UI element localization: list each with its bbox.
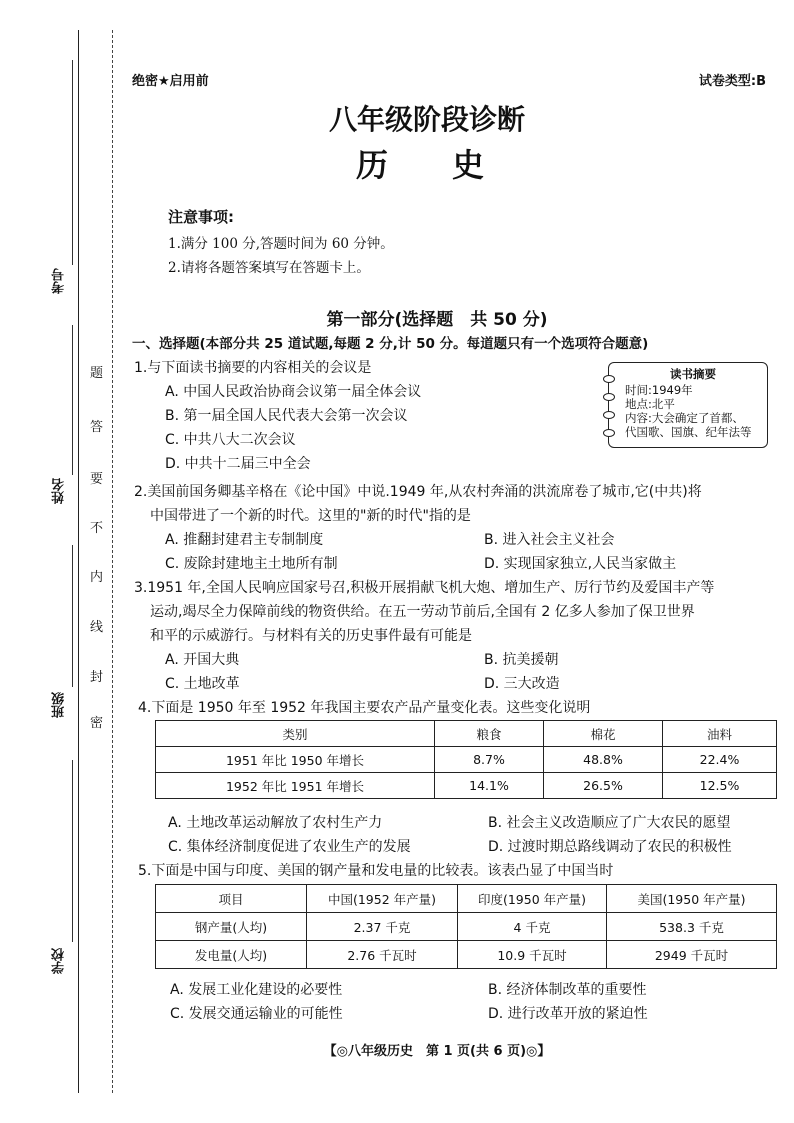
option-d[interactable]: D. 中共十二届三中全会 bbox=[165, 456, 311, 472]
table-cell: 钢产量(人均) bbox=[156, 913, 307, 941]
part-title: 第一部分(选择题 共 50 分) bbox=[326, 310, 548, 330]
table-header: 粮食 bbox=[435, 721, 544, 747]
notice-item: 1.满分 100 分,答题时间为 60 分钟。 bbox=[168, 236, 394, 252]
section-instructions: 一、选择题(本部分共 25 道试题,每题 2 分,计 50 分。每道题只有一个选项符合题意) bbox=[132, 336, 649, 352]
table-cell: 4 千克 bbox=[458, 913, 607, 941]
table-header: 项目 bbox=[156, 885, 307, 913]
option-c[interactable]: C. 中共八大二次会议 bbox=[165, 432, 296, 448]
seal-char: 封 bbox=[90, 670, 104, 685]
name-label: 姓名 bbox=[52, 478, 67, 504]
ring-icon bbox=[603, 429, 615, 437]
exam-title: 八年级阶段诊断 bbox=[328, 103, 525, 136]
ring-icon bbox=[603, 411, 615, 419]
ring-icon bbox=[603, 375, 615, 383]
question-stem: 1.与下面读书摘要的内容相关的会议是 bbox=[134, 360, 372, 376]
reading-note-card bbox=[608, 362, 768, 448]
seal-char: 要 bbox=[90, 472, 104, 487]
notice-item: 2.请将各题答案填写在答题卡上。 bbox=[168, 260, 370, 276]
table-row bbox=[156, 913, 777, 941]
option-b[interactable]: B. 社会主义改造顺应了广大农民的愿望 bbox=[488, 815, 731, 831]
seal-char: 内 bbox=[90, 570, 104, 585]
ring-icon bbox=[603, 393, 615, 401]
option-a[interactable]: A. 中国人民政治协商会议第一届全体会议 bbox=[165, 384, 422, 400]
table-cell: 发电量(人均) bbox=[156, 941, 307, 969]
table-cell: 8.7% bbox=[435, 747, 544, 773]
table-header: 美国(1950 年产量) bbox=[607, 885, 777, 913]
table-header: 棉花 bbox=[544, 721, 663, 747]
option-b[interactable]: B. 抗美援朝 bbox=[484, 652, 559, 668]
table-cell: 1952 年比 1951 年增长 bbox=[156, 773, 435, 799]
option-b[interactable]: B. 第一届全国人民代表大会第一次会议 bbox=[165, 408, 408, 424]
option-b[interactable]: B. 经济体制改革的重要性 bbox=[488, 982, 647, 998]
table-cell: 26.5% bbox=[544, 773, 663, 799]
question-stem: 2.美国前国务卿基辛格在《论中国》中说.1949 年,从农村奔涌的洪流席卷了城市,它(中共)将 bbox=[134, 484, 702, 500]
note-time: 时间:1949年 bbox=[625, 383, 693, 397]
table-cell: 2.37 千克 bbox=[307, 913, 458, 941]
table-cell: 10.9 千瓦时 bbox=[458, 941, 607, 969]
seal-char: 题 bbox=[90, 366, 104, 381]
table-header: 油料 bbox=[663, 721, 777, 747]
confidential-label: 绝密★启用前 bbox=[132, 74, 209, 89]
seal-char: 线 bbox=[90, 620, 104, 635]
option-c[interactable]: C. 发展交通运输业的可能性 bbox=[170, 1006, 343, 1022]
page-footer: 【◎八年级历史 第 1 页(共 6 页)◎】 bbox=[323, 1044, 551, 1059]
option-d[interactable]: D. 实现国家独立,人民当家做主 bbox=[484, 556, 677, 572]
option-a[interactable]: A. 发展工业化建设的必要性 bbox=[170, 982, 343, 998]
option-d[interactable]: D. 进行改革开放的紧迫性 bbox=[488, 1006, 648, 1022]
option-c[interactable]: C. 废除封建地主土地所有制 bbox=[165, 556, 338, 572]
table-row bbox=[156, 773, 777, 799]
name-field[interactable] bbox=[72, 325, 73, 475]
table-cell: 1951 年比 1950 年增长 bbox=[156, 747, 435, 773]
agri-output-table bbox=[155, 720, 777, 799]
table-row bbox=[156, 747, 777, 773]
school-label: 学校 bbox=[52, 948, 67, 974]
option-d[interactable]: D. 三大改造 bbox=[484, 676, 560, 692]
question-stem: 中国带进了一个新的时代。这里的"新的时代"指的是 bbox=[150, 508, 471, 524]
option-a[interactable]: A. 开国大典 bbox=[165, 652, 240, 668]
paper-type-label: 试卷类型:B bbox=[698, 74, 766, 89]
question-stem: 3.1951 年,全国人民响应国家号召,积极开展捐献飞机大炮、增加生产、厉行节约及爱国丰产等 bbox=[134, 580, 715, 596]
table-cell: 538.3 千克 bbox=[607, 913, 777, 941]
exam-number-label: 考号 bbox=[52, 268, 67, 294]
seal-char: 不 bbox=[90, 521, 104, 536]
note-content: 内容:大会确定了首都、 bbox=[625, 411, 744, 425]
steel-power-table bbox=[155, 884, 777, 969]
option-c[interactable]: C. 集体经济制度促进了农业生产的发展 bbox=[168, 839, 411, 855]
option-c[interactable]: C. 土地改革 bbox=[165, 676, 240, 692]
binding-line-outer bbox=[78, 30, 79, 1093]
table-cell: 12.5% bbox=[663, 773, 777, 799]
table-header: 印度(1950 年产量) bbox=[458, 885, 607, 913]
table-cell: 48.8% bbox=[544, 747, 663, 773]
note-title: 读书摘要 bbox=[670, 367, 716, 381]
note-content: 代国歌、国旗、纪年法等 bbox=[625, 425, 752, 439]
note-place: 地点:北平 bbox=[625, 397, 675, 411]
table-row bbox=[156, 941, 777, 969]
class-label: 班级 bbox=[52, 692, 67, 718]
option-a[interactable]: A. 土地改革运动解放了农村生产力 bbox=[168, 815, 383, 831]
question-stem: 5.下面是中国与印度、美国的钢产量和发电量的比较表。该表凸显了中国当时 bbox=[138, 863, 614, 879]
table-cell: 2949 千瓦时 bbox=[607, 941, 777, 969]
question-stem: 和平的示威游行。与材料有关的历史事件最有可能是 bbox=[150, 628, 472, 644]
table-header: 中国(1952 年产量) bbox=[307, 885, 458, 913]
binding-line-inner bbox=[112, 30, 113, 1093]
question-stem: 4.下面是 1950 年至 1952 年我国主要农产品产量变化表。这些变化说明 bbox=[138, 700, 591, 716]
seal-char: 密 bbox=[90, 716, 104, 731]
table-cell: 22.4% bbox=[663, 747, 777, 773]
subject-title: 历史 bbox=[355, 146, 548, 184]
question-stem: 运动,竭尽全力保障前线的物资供给。在五一劳动节前后,全国有 2 亿多人参加了保卫世界 bbox=[150, 604, 695, 620]
table-cell: 14.1% bbox=[435, 773, 544, 799]
option-b[interactable]: B. 进入社会主义社会 bbox=[484, 532, 615, 548]
seal-char: 答 bbox=[90, 420, 104, 435]
option-d[interactable]: D. 过渡时期总路线调动了农民的积极性 bbox=[488, 839, 732, 855]
table-cell: 2.76 千瓦时 bbox=[307, 941, 458, 969]
table-header: 类别 bbox=[156, 721, 435, 747]
class-field[interactable] bbox=[72, 545, 73, 687]
option-a[interactable]: A. 推翻封建君主专制制度 bbox=[165, 532, 324, 548]
school-field[interactable] bbox=[72, 760, 73, 942]
notice-heading: 注意事项: bbox=[168, 208, 234, 226]
